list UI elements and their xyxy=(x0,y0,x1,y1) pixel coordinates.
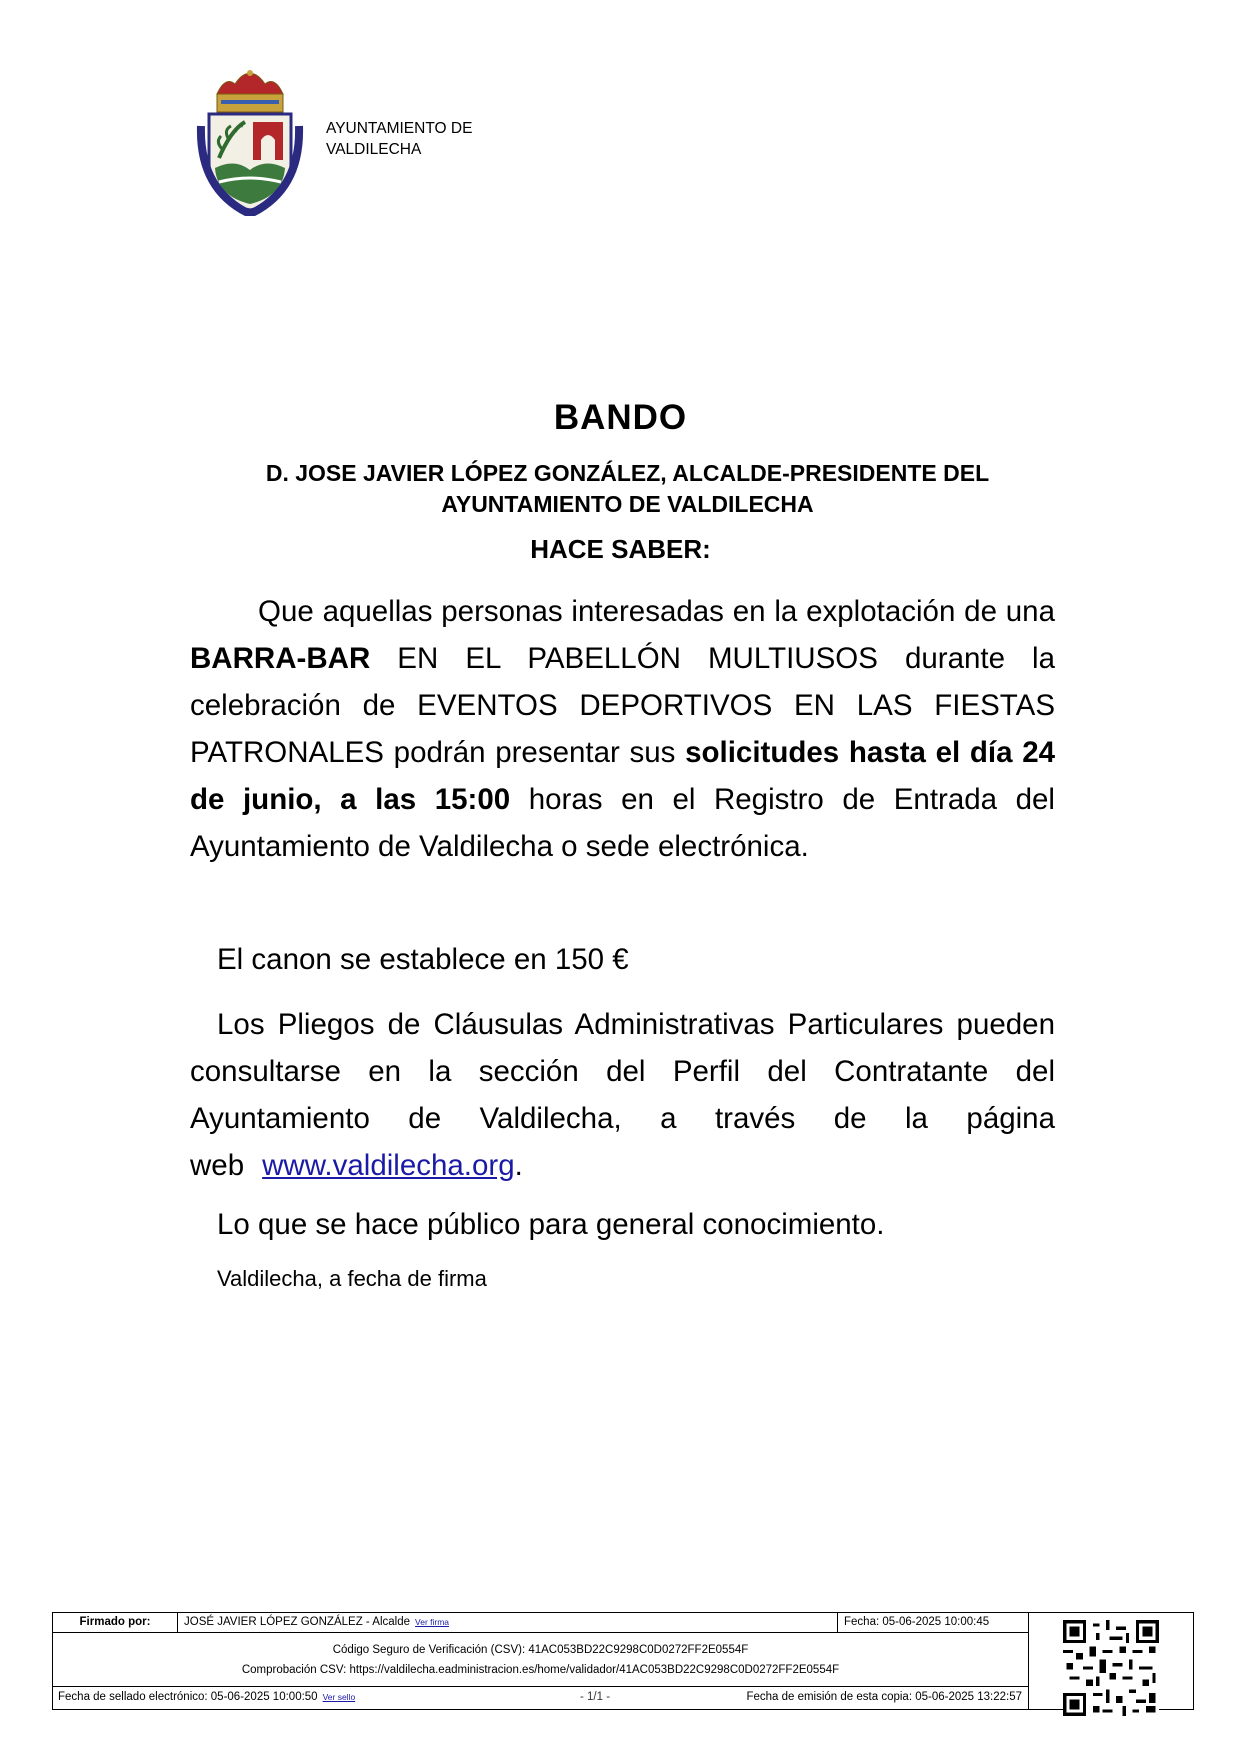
p1-text-e: horas en el Registro de Entrada del Ayuntamiento de Valdilecha o sede electrónica. xyxy=(190,783,1055,863)
view-signature-link[interactable]: Ver firma xyxy=(415,1617,450,1627)
p1-text-c: EN EL PABELLÓN MULTIUSOS durante la celebración de EVENTOS DEPORTIVOS EN LAS FIESTAS PATRONALES podrán presentar sus xyxy=(190,642,1055,769)
announcement-paragraph xyxy=(190,588,1055,870)
seal-date: Fecha de sellado electrónico: 05-06-2025 10:00:50 xyxy=(58,1691,318,1703)
pliegos-paragraph xyxy=(190,1001,1055,1189)
organization-name xyxy=(326,118,472,160)
issuer-line2: AYUNTAMIENTO DE VALDILECHA xyxy=(441,491,814,517)
canon-paragraph: El canon se establece en 150 € xyxy=(217,943,629,976)
p1-bold-bar: BARRA-BAR xyxy=(190,642,371,675)
org-name-line1: AYUNTAMIENTO DE xyxy=(326,120,473,137)
copy-issue-date: Fecha de emisión de esta copia: 05-06-2025 13:22:57 xyxy=(746,1691,1022,1703)
csv-code: Código Seguro de Verificación (CSV): 41AC053BD22C9298C0D0272FF2E0554F xyxy=(332,1644,749,1656)
seal-date-cell xyxy=(58,1686,355,1709)
p1-text-a: Que aquellas personas interesadas en la explotación de una xyxy=(258,595,1055,628)
issuer-heading xyxy=(160,458,1095,520)
p3-text: Los Pliegos de Cláusulas Administrativas Particulares pueden consultarse en la sección del Perfil del Contratante del Ayuntamiento de Valdilecha, a través de la página web xyxy=(190,1008,1055,1182)
org-name-line2: VALDILECHA xyxy=(326,141,422,158)
view-seal-link[interactable]: Ver sello xyxy=(322,1692,356,1702)
seal-row xyxy=(53,1686,1028,1709)
electronic-signature-box xyxy=(52,1612,1194,1710)
signer-cell xyxy=(178,1613,838,1632)
p3-end: . xyxy=(514,1149,523,1182)
signature-date: Fecha: 05-06-2025 10:00:45 xyxy=(844,1616,990,1628)
p1-bold-deadline: solicitudes hasta el día 24 de junio, a las 15:00 xyxy=(190,736,1056,816)
website-link[interactable]: www.valdilecha.org xyxy=(262,1149,515,1182)
page-number: - 1/1 - xyxy=(580,1691,611,1703)
municipal-coat-of-arms xyxy=(195,70,305,216)
signed-by-label: Firmado por: xyxy=(53,1613,178,1632)
csv-info xyxy=(53,1632,1028,1687)
crown-icon xyxy=(217,70,283,112)
csv-check-url: Comprobación CSV: https://valdilecha.eadministracion.es/home/validador/41AC053BD22C9298C0D0272FF2E0554F xyxy=(241,1664,840,1676)
place-date-line: Valdilecha, a fecha de firma xyxy=(217,1266,487,1291)
signer-name: JOSÉ JAVIER LÓPEZ GONZÁLEZ - Alcalde xyxy=(184,1616,411,1628)
issuer-line1: D. JOSE JAVIER LÓPEZ GONZÁLEZ, ALCALDE-PRESIDENTE DEL xyxy=(265,460,990,486)
page-title: BANDO xyxy=(553,398,688,437)
hace-saber-heading: HACE SABER: xyxy=(530,534,711,564)
signature-row xyxy=(53,1613,1028,1633)
qr-code-icon xyxy=(1063,1620,1159,1716)
divider xyxy=(1028,1613,1029,1709)
closing-paragraph: Lo que se hace público para general conocimiento. xyxy=(217,1208,885,1241)
